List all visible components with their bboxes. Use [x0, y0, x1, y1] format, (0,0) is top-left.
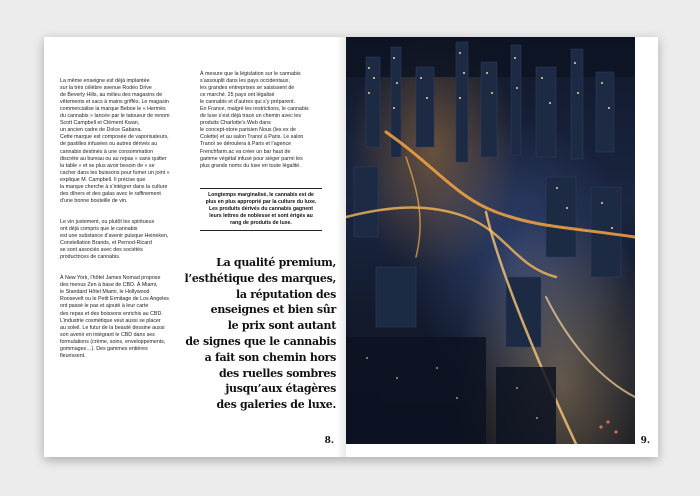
paragraph: Le vin justement, ou plutôt les spiritueux ont déjà compris que le cannabis est une substance d’avenir puisque Heineken, Constellation Brands, et Pernod-Ricard se sont associés avec des sociétés productrices de cannabis.	[60, 218, 169, 261]
right-page	[346, 37, 658, 457]
article-column-2: À mesure que la législation sur le cannabis s’assouplit dans les pays occidentaux, les grandes entreprises se saisissent de ce marché. 25 pays ont légalisé le cannabis et d’autres qui s’y préparent. En France, malgré les restrictions, le cannabis de luxe s’est déjà tracé un chemin avec les produits Charlotte’s Web dans le concept-store parisien Nous (les ex de Colette) et au salon Tranoï à Paris. Le salon Tranoï se déroulera à Paris et l’agence Frenchfarm.ac va créer un bar haut de gamme végétal infusé pour siéger parmi les plus grands noms du luxe en toute légalité.	[200, 71, 309, 169]
night-city-aerial-photo	[346, 37, 635, 444]
pull-quote-small: Longtemps marginalisé, le cannabis est de plus en plus approprié par la culture du luxe. Les produits dérivés du cannabis gagnent leurs lettres de noblesse et sont érigés au rang de produits de luxe.	[200, 188, 322, 231]
pull-quote-large: La qualité premium, l’esthétique des marques, la réputation des enseignes et bien sûr le prix sont autant de signes que le cannabis a fait son chemin hors des ruelles sombres jusqu’aux étagères des galeries de luxe.	[184, 256, 336, 412]
paragraph: La même enseigne est déjà implantée sur la très célèbre avenue Rodéo Drive de Beverly Hills, au milieu des magasins de vêtements et sacs à mains griffés. Le magasin commercialise la marque Beboe le « Hermès du cannabis » lancée par le tatoueur de renom Scott Campbell et Clément Kwan, un ancien cadre de Dolce Gabana. Cette marque est composée de vaporisateurs, de pastilles infusées ou autres dérivés au cannabis destinés à une consommation discrète au bureau ou au repas « sans quitter la table » et se plus avoir besoin de « se cacher dans les buissons pour fumer un joint » explique M. Campbell. Il précise que la marque cherche à s’intégrer dans la culture des dîners et des galas avec le raffinement d’une bonne bouteille de vin.	[60, 78, 170, 204]
page-number-right: 9.	[640, 436, 650, 446]
page-number-left: 8.	[324, 436, 334, 446]
city-skyline-illustration	[346, 37, 635, 444]
magazine-spread	[44, 37, 658, 457]
left-page	[44, 37, 346, 457]
paragraph: À New York, l’hôtel James Nomad propose des menus Zen à base de CBD. À Miami, le Standard Hôtel Miami, le Hollywood Roosevelt ou le Petit Ermitage de Los Angeles ont passé le pas et ajouté à leur carte des repas et des boissons enrichis au CBD. L’industrie cosmétique veut aussi se placer au soleil. Le futur de la beauté dessine aussi son avenir en intégrant le CBD dans ses formulations (crème, soins, enveloppements, gommages…). Des gammes entières fleurissent.	[60, 275, 169, 359]
